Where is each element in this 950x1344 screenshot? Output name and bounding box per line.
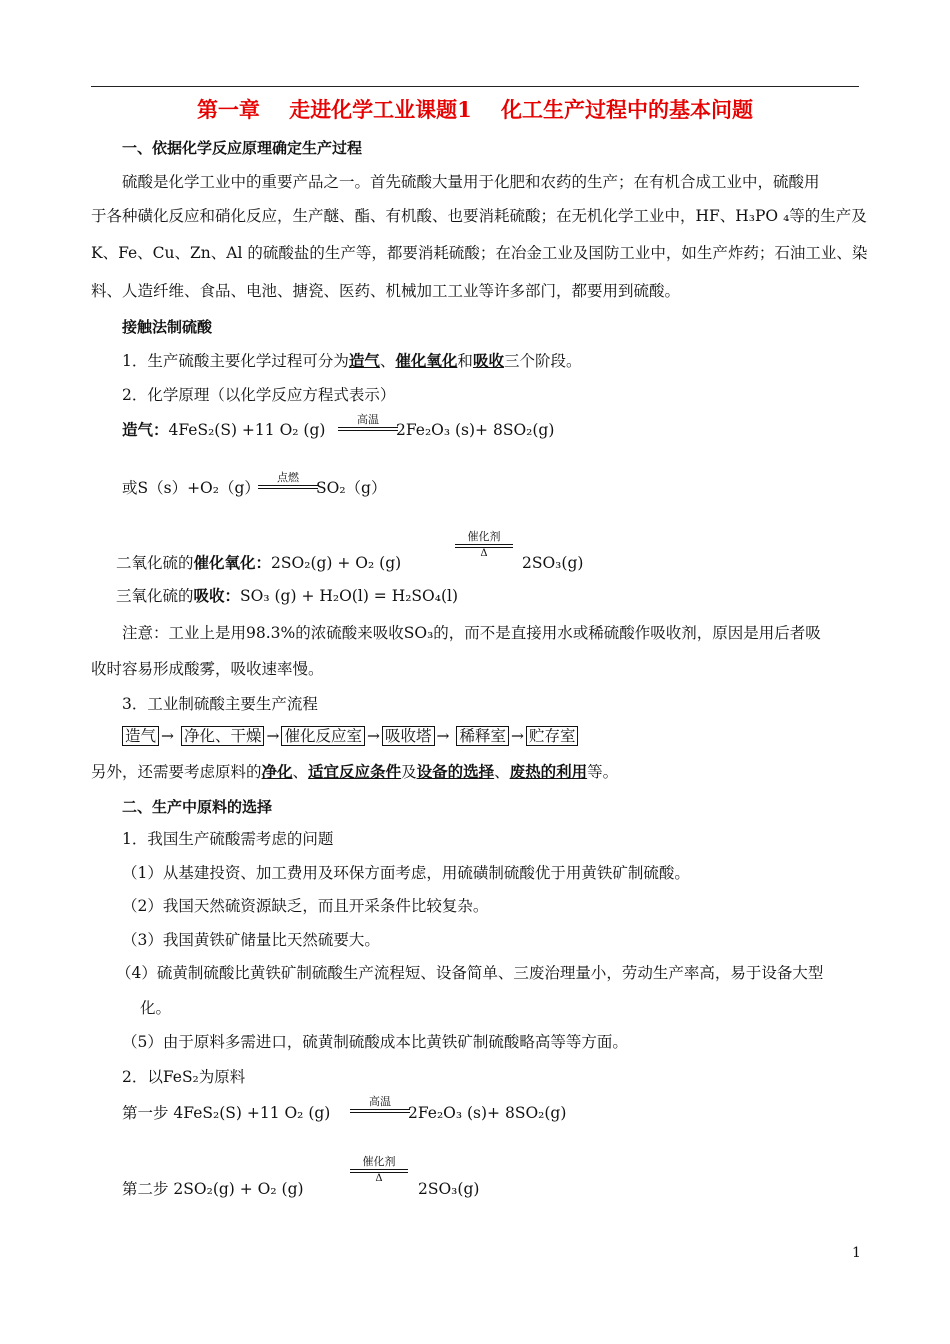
s2-item2: 2．以FeS₂为原料 <box>122 1068 246 1086</box>
item3-line: 3．工业制硫酸主要生产流程 <box>122 695 318 713</box>
sep: 、 <box>292 763 309 781</box>
step2-cond-bottom: Δ <box>375 1173 383 1184</box>
para-line-4: 料、人造纤维、食品、电池、搪瓷、医药、机械加工工业等许多部门，都要用到硫酸。 <box>91 282 681 300</box>
also-purify: 净化 <box>261 763 293 781</box>
item1-prefix: 1．生产硫酸主要化学过程可分为 <box>122 352 349 370</box>
eq3-left <box>116 553 401 573</box>
step1-lhs: 第一步 4FeS₂(S) +11 O₂ (g) <box>122 1104 331 1122</box>
eq1-lhs: 4FeS₂(S) +11 O₂ (g) <box>168 421 326 439</box>
stage-absorb: 吸收 <box>472 352 504 370</box>
also-line <box>91 762 618 782</box>
para-line-3: K、Fe、Cu、Zn、Al 的硫酸盐的生产等，都要消耗硫酸；在冶金工业及国防工业中，如生产炸药；石油工业、染 <box>91 244 868 262</box>
eq1-label: 造气： <box>122 421 169 439</box>
sep: 、 <box>494 763 510 781</box>
header-rule <box>91 86 859 87</box>
point-4: （4）硫黄制硫酸比黄铁矿制硫酸生产流程短、设备简单、三废治理量小，劳动生产率高，易于设备大型 <box>116 964 824 982</box>
eq3-cond-top: 催化剂 <box>467 530 501 543</box>
flow-arrow: → <box>366 727 380 745</box>
step2-cond-top: 催化剂 <box>362 1155 396 1168</box>
double-line <box>350 1109 410 1113</box>
stage-oxidation: 催化氧化 <box>395 352 458 370</box>
flow-arrow: → <box>161 727 175 745</box>
double-line <box>338 427 398 431</box>
eq2-rhs: SO₂（g） <box>316 479 387 497</box>
eq2-lhs: 或S（s）+O₂（g） <box>122 479 260 497</box>
note-line-1: 注意：工业上是用98.3%的浓硫酸来吸收SO₃的，而不是直接用水或稀硫酸作吸收剂，原因是用后者吸 <box>122 624 821 642</box>
item1-suffix: 三个阶段。 <box>503 352 582 370</box>
step2-lhs: 第二步 2SO₂(g) + O₂ (g) <box>122 1180 304 1198</box>
eq1-rhs: 2Fe₂O₃ (s)+ 8SO₂(g) <box>396 421 555 439</box>
point-1: （1）从基建投资、加工费用及环保方面考虑，用硫磺制硫酸优于用黄铁矿制硫酸。 <box>122 864 690 882</box>
sep: 和 <box>457 352 473 370</box>
page-number: 1 <box>852 1245 861 1261</box>
flow-arrow: → <box>436 727 450 745</box>
page-title: 第一章 走进化学工业课题1 化工生产过程中的基本问题 <box>196 97 754 122</box>
flow-arrow: → <box>266 727 280 745</box>
point-4-cont: 化。 <box>140 999 172 1017</box>
stage-gas: 造气 <box>348 352 380 370</box>
step1-rhs: 2Fe₂O₃ (s)+ 8SO₂(g) <box>408 1104 567 1122</box>
also-suffix: 等。 <box>587 763 619 781</box>
eq4-colon: ： <box>224 587 241 605</box>
eq3-colon: ： <box>255 554 272 572</box>
also-equipment: 设备的选择 <box>416 763 495 781</box>
eq4-label: 吸收 <box>193 587 225 605</box>
eq4-pre: 三氧化硫的 <box>116 587 194 605</box>
sub-heading: 接触法制硫酸 <box>122 318 213 336</box>
eq4-text: SO₃ (g) + H₂O(l) = H₂SO₄(l) <box>240 587 459 605</box>
eq4-line <box>116 586 458 606</box>
sep: 、 <box>379 352 396 370</box>
point-2: （2）我国天然硫资源缺乏，而且开采条件比较复杂。 <box>122 897 489 915</box>
eq3-lhs: 2SO₂(g) + O₂ (g) <box>271 554 402 572</box>
eq1-cond-text: 高温 <box>357 413 379 426</box>
eq2-condition <box>258 472 318 489</box>
step1-cond-text: 高温 <box>369 1095 391 1108</box>
sep: 及 <box>401 763 417 781</box>
flow-arrow: → <box>510 727 524 745</box>
s2-item1: 1．我国生产硫酸需考虑的问题 <box>122 830 334 848</box>
para-line-1: 硫酸是化学工业中的重要产品之一。首先硫酸大量用于化肥和农药的生产；在有机合成工业中，硫酸用 <box>122 173 820 191</box>
para-line-2: 于各种磺化反应和硝化反应，生产醚、酯、有机酸、也要消耗硫酸；在无机化学工业中，HF、H₃PO ₄等的生产及 <box>91 207 867 225</box>
eq3-cond-bottom: Δ <box>480 548 488 559</box>
eq1-condition <box>338 414 398 431</box>
also-prefix: 另外，还需要考虑原料的 <box>91 763 262 781</box>
flow-step-purify: 净化、干燥 <box>181 726 265 746</box>
eq3-condition <box>455 531 513 560</box>
eq2-cond-text: 点燃 <box>277 471 299 484</box>
flow-step-dilution: 稀释室 <box>456 726 509 746</box>
double-line <box>258 485 318 489</box>
flow-step-reactor: 催化反应室 <box>281 726 365 746</box>
item1-line <box>122 351 581 371</box>
step1-condition <box>350 1096 410 1113</box>
section1-heading: 一、依据化学反应原理确定生产过程 <box>122 139 363 157</box>
item2-line: 2．化学原理（以化学反应方程式表示） <box>122 386 396 404</box>
section2-heading: 二、生产中原料的选择 <box>122 798 273 816</box>
flow-step-absorber: 吸收塔 <box>382 726 435 746</box>
eq3-pre: 二氧化硫的 <box>116 554 194 572</box>
also-heat: 废热的利用 <box>509 763 588 781</box>
also-conditions: 适宜反应条件 <box>308 763 402 781</box>
note-line-2: 收时容易形成酸雾，吸收速率慢。 <box>91 660 324 678</box>
process-flow <box>122 726 578 746</box>
flow-step-gas: 造气 <box>122 726 159 746</box>
eq3-rhs: 2SO₃(g) <box>522 554 584 572</box>
step2-rhs: 2SO₃(g) <box>418 1180 480 1198</box>
flow-step-storage: 贮存室 <box>526 726 579 746</box>
step2-condition <box>350 1156 408 1185</box>
point-5: （5）由于原料多需进口，硫黄制硫酸成本比黄铁矿制硫酸略高等等方面。 <box>122 1033 628 1051</box>
point-3: （3）我国黄铁矿储量比天然硫要大。 <box>122 931 380 949</box>
eq3-label: 催化氧化 <box>193 554 256 572</box>
eq1-left <box>122 420 325 440</box>
